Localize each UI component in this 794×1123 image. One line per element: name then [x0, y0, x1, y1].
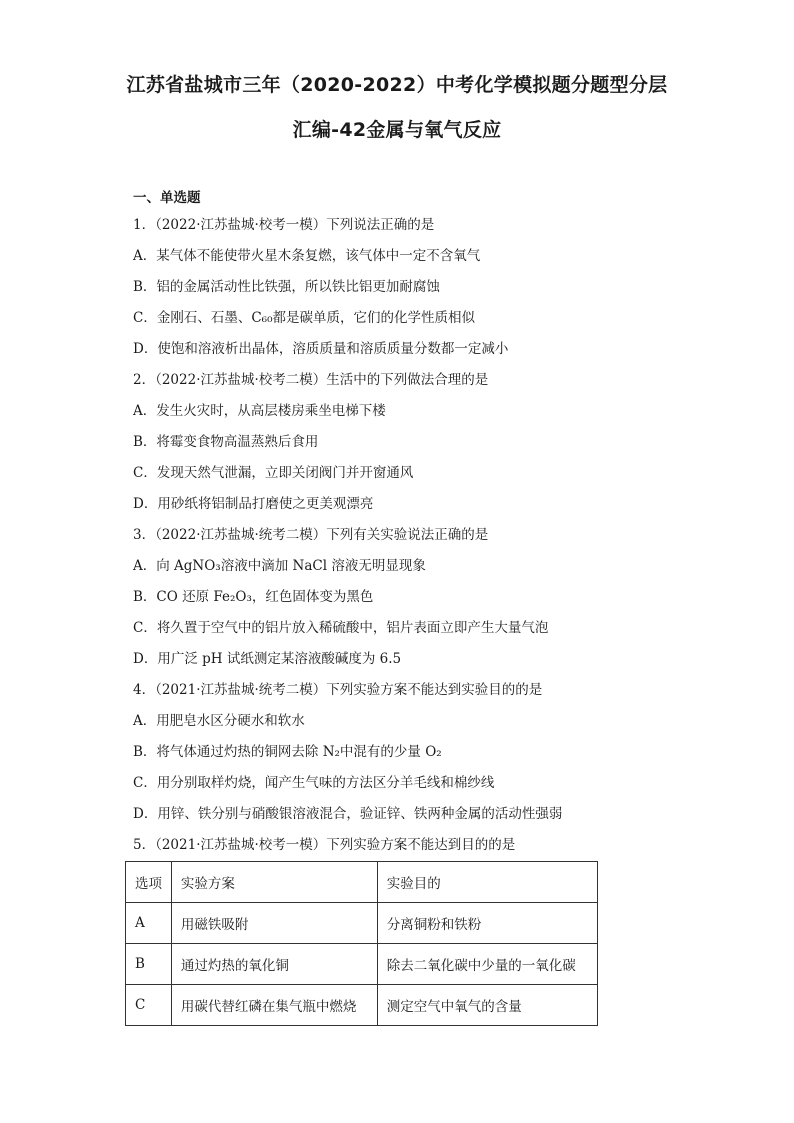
section-heading: 一、单选题 — [133, 190, 201, 206]
table-cell: C — [126, 985, 172, 1026]
table-header-cell: 实验目的 — [377, 862, 597, 903]
question-1-stem: 1．（2022·江苏盐城·校考一模）下列说法正确的是 — [133, 217, 435, 233]
question-2-option-c: C．发现天然气泄漏，立即关闭阀门并开窗通风 — [133, 465, 414, 481]
question-4-option-c: C．用分别取样灼烧，闻产生气味的方法区分羊毛线和棉纱线 — [133, 775, 495, 791]
table-header-cell: 选项 — [126, 862, 172, 903]
question-3-stem: 3．（2022·江苏盐城·统考二模）下列有关实验说法正确的是 — [133, 527, 489, 543]
table-cell: B — [126, 944, 172, 985]
question-1-option-d: D．使饱和溶液析出晶体，溶质质量和溶质质量分数都一定减小 — [133, 341, 509, 357]
question-2-option-a: A．发生火灾时，从高层楼房乘坐电梯下楼 — [133, 403, 386, 419]
document-title-line2: 汇编-42金属与氧气反应 — [292, 119, 502, 141]
question-5-stem: 5．（2021·江苏盐城·校考一模）下列实验方案不能达到目的的是 — [133, 837, 516, 853]
table-header-cell: 实验方案 — [171, 862, 377, 903]
question-1-option-c: C．金刚石、石墨、C₆₀都是碳单质，它们的化学性质相似 — [133, 310, 475, 326]
question-1-option-b: B．铝的金属活动性比铁强，所以铁比铝更加耐腐蚀 — [133, 279, 440, 295]
question-4-option-a: A．用肥皂水区分硬水和软水 — [133, 713, 305, 729]
question-2-option-d: D．用砂纸将铝制品打磨使之更美观漂亮 — [133, 496, 374, 512]
table-cell: 用碳代替红磷在集气瓶中燃烧 — [171, 985, 377, 1026]
document-title-line1: 江苏省盐城市三年（2020-2022）中考化学模拟题分题型分层 — [126, 74, 668, 96]
question-3-option-a: A．向 AgNO₃溶液中滴加 NaCl 溶液无明显现象 — [133, 558, 426, 574]
table-row — [126, 903, 598, 944]
question-4-option-d: D．用锌、铁分别与硝酸银溶液混合，验证锌、铁两种金属的活动性强弱 — [133, 806, 563, 822]
table-cell: A — [126, 903, 172, 944]
table-cell: 测定空气中氧气的含量 — [377, 985, 597, 1026]
table-row — [126, 985, 598, 1026]
table-row — [126, 944, 598, 985]
table-header-row — [126, 862, 598, 903]
question-2-option-b: B．将霉变食物高温蒸熟后食用 — [133, 434, 319, 450]
question-1-option-a: A．某气体不能使带火星木条复燃，该气体中一定不含氧气 — [133, 248, 481, 264]
experiment-table — [125, 861, 598, 1026]
question-4-option-b: B．将气体通过灼热的铜网去除 N₂中混有的少量 O₂ — [133, 744, 442, 760]
table-cell: 分离铜粉和铁粉 — [377, 903, 597, 944]
table-cell: 用磁铁吸附 — [171, 903, 377, 944]
question-3-option-c: C．将久置于空气中的铝片放入稀硫酸中，铝片表面立即产生大量气泡 — [133, 620, 549, 636]
table-cell: 通过灼热的氧化铜 — [171, 944, 377, 985]
question-2-stem: 2．（2022·江苏盐城·校考二模）生活中的下列做法合理的是 — [133, 372, 489, 388]
question-3-option-b: B．CO 还原 Fe₂O₃，红色固体变为黑色 — [133, 589, 374, 605]
table-cell: 除去二氧化碳中少量的一氧化碳 — [377, 944, 597, 985]
question-4-stem: 4．（2021·江苏盐城·统考二模）下列实验方案不能达到实验目的的是 — [133, 682, 543, 698]
question-3-option-d: D．用广泛 pH 试纸测定某溶液酸碱度为 6.5 — [133, 651, 402, 667]
